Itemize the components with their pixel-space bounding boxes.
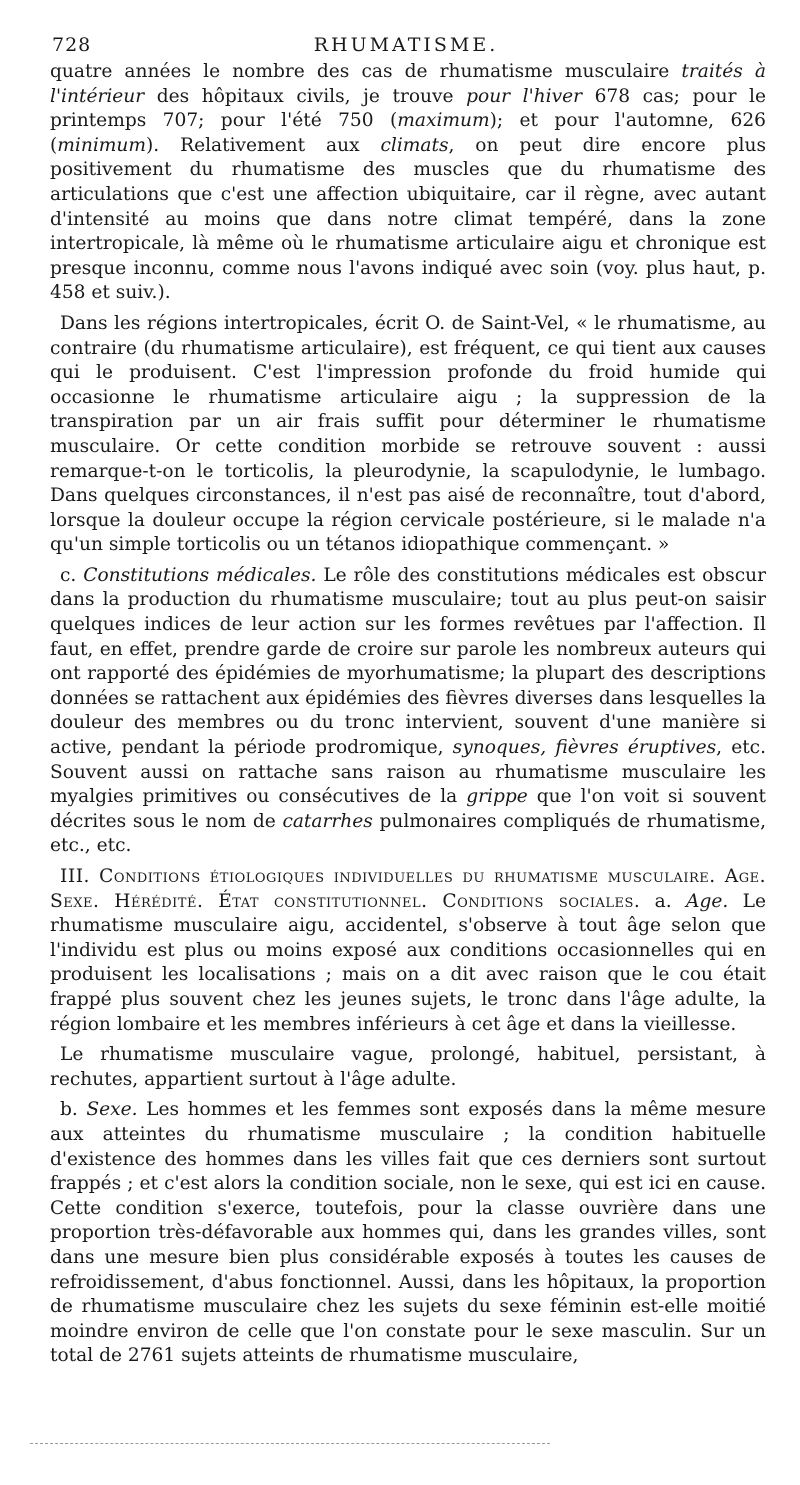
- paragraph-sex: b. Sexe. Les hommes et les femmes sont exposés dans la même mesure aux atteintes du rhumatisme musculaire ; la condition habituelle d'existence des hommes dans les villes fait que ces derniers sont surtout frappés ; et c'est alors la condition sociale, non le sexe, qui est ici en cause. Cette condition s'exerce, toutefois, pour la classe ouvrière dans une proportion très-défavorable aux hommes qui, dans les grandes villes, sont dans une mesure bien plus considérable exposés à toutes les causes de refroidissement, d'abus fonctionnel. Aussi, dans les hôpitaux, la proportion de rhumatisme musculaire chez les sujets du sexe féminin est-elle moitié moindre environ de celle que l'on constate pour le sexe masculin. Sur un total de 2761 sujets atteints de rhumatisme musculaire,: [50, 1099, 766, 1367]
- paragraph-medical-constitutions: c. Constitutions médicales. Le rôle des constitutions médicales est obscur dans la production du rhumatisme musculaire; tout au plus peut-on saisir quelques indices de leur action sur les formes revêtues par l'affection. Il faut, en effet, prendre garde de croire sur parole les nombreux auteurs qui ont rapporté des épidémies de myorhumatisme; la plupart des descriptions données se rattachent aux épidémies des fièvres diverses dans lesquelles la douleur des membres ou du tronc intervient, souvent d'une manière si active, pendant la période prodromique, synoques, fièvres éruptives, etc. Souvent aussi on rattache sans raison au rhumatisme musculaire les myalgies primitives ou consécutives de la grippe que l'on voit si souvent décrites sous le nom de catarrhes pulmonaires compliqués de rhumatisme, etc., etc.: [50, 564, 767, 857]
- bottom-dashed-rule: [30, 1443, 550, 1444]
- paragraph-section-iii-age: III. Conditions étiologiques individuelles du rhumatisme musculaire. Age. Sexe. Hérédité. État constitutionnel. Conditions sociales. a. Age. Le rhumatisme musculaire aigu, accidentel, s'observe à tout âge selon que l'individu est plus ou moins exposé aux conditions occasionnelles qui en produisent les localisations ; mais on a dit avec raison que le cou était frappé plus souvent chez les jeunes sujets, le tronc dans l'âge adulte, la région lombaire et les membres inférieurs à cet âge et dans la vieillesse.: [50, 866, 766, 1035]
- page-number: 728: [52, 34, 92, 56]
- paragraph-vague-rheumatism: Le rhumatisme musculaire vague, prolongé, habituel, persistant, à rechutes, appartient surtout à l'âge adulte.: [50, 1044, 766, 1090]
- page-header: [52, 34, 760, 60]
- running-title: RHUMATISME.: [313, 34, 499, 56]
- body-text: [50, 60, 766, 1375]
- section-heading: III. Conditions étiologiques individuelles du rhumatisme musculaire. Age. Sexe. Hérédité. État constitutionnel. Conditions sociales.: [50, 866, 766, 912]
- paragraph-saint-vel-quote: Dans les régions intertropicales, écrit O. de Saint-Vel, « le rhumatisme, au contraire (du rhumatisme articulaire), est fréquent, ce qui tient aux causes qui le produisent. C'est l'impression profonde du froid humide qui occasionne le rhumatisme articulaire aigu ; la suppression de la transpiration par un air frais suffit pour déterminer le rhumatisme musculaire. Or cette condition morbide se retrouve souvent : aussi remarque-t-on le torticolis, la pleurodynie, la scapulodynie, le lumbago. Dans quelques circonstances, il n'est pas aisé de reconnaître, tout d'abord, lorsque la douleur occupe la région cervicale postérieure, si le malade n'a qu'un simple torticolis ou un tétanos idiopathique commençant. »: [50, 312, 766, 556]
- paragraph-seasons-climates: quatre années le nombre des cas de rhumatisme musculaire traités à l'intérieur des hôpitaux civils, je trouve pour l'hiver 678 cas; pour le printemps 707; pour l'été 750 (maximum); et pour l'automne, 626 (minimum). Relativement aux climats, on peut dire encore plus positivement du rhumatisme des muscles que du rhumatisme des articulations que c'est une affection ubiquitaire, car il règne, avec autant d'intensité au moins que dans notre climat tempéré, dans la zone intertropicale, là même où le rhumatisme articulaire aigu et chronique est presque inconnu, comme nous l'avons indiqué avec soin (voy. plus haut, p. 458 et suiv.).: [50, 61, 767, 304]
